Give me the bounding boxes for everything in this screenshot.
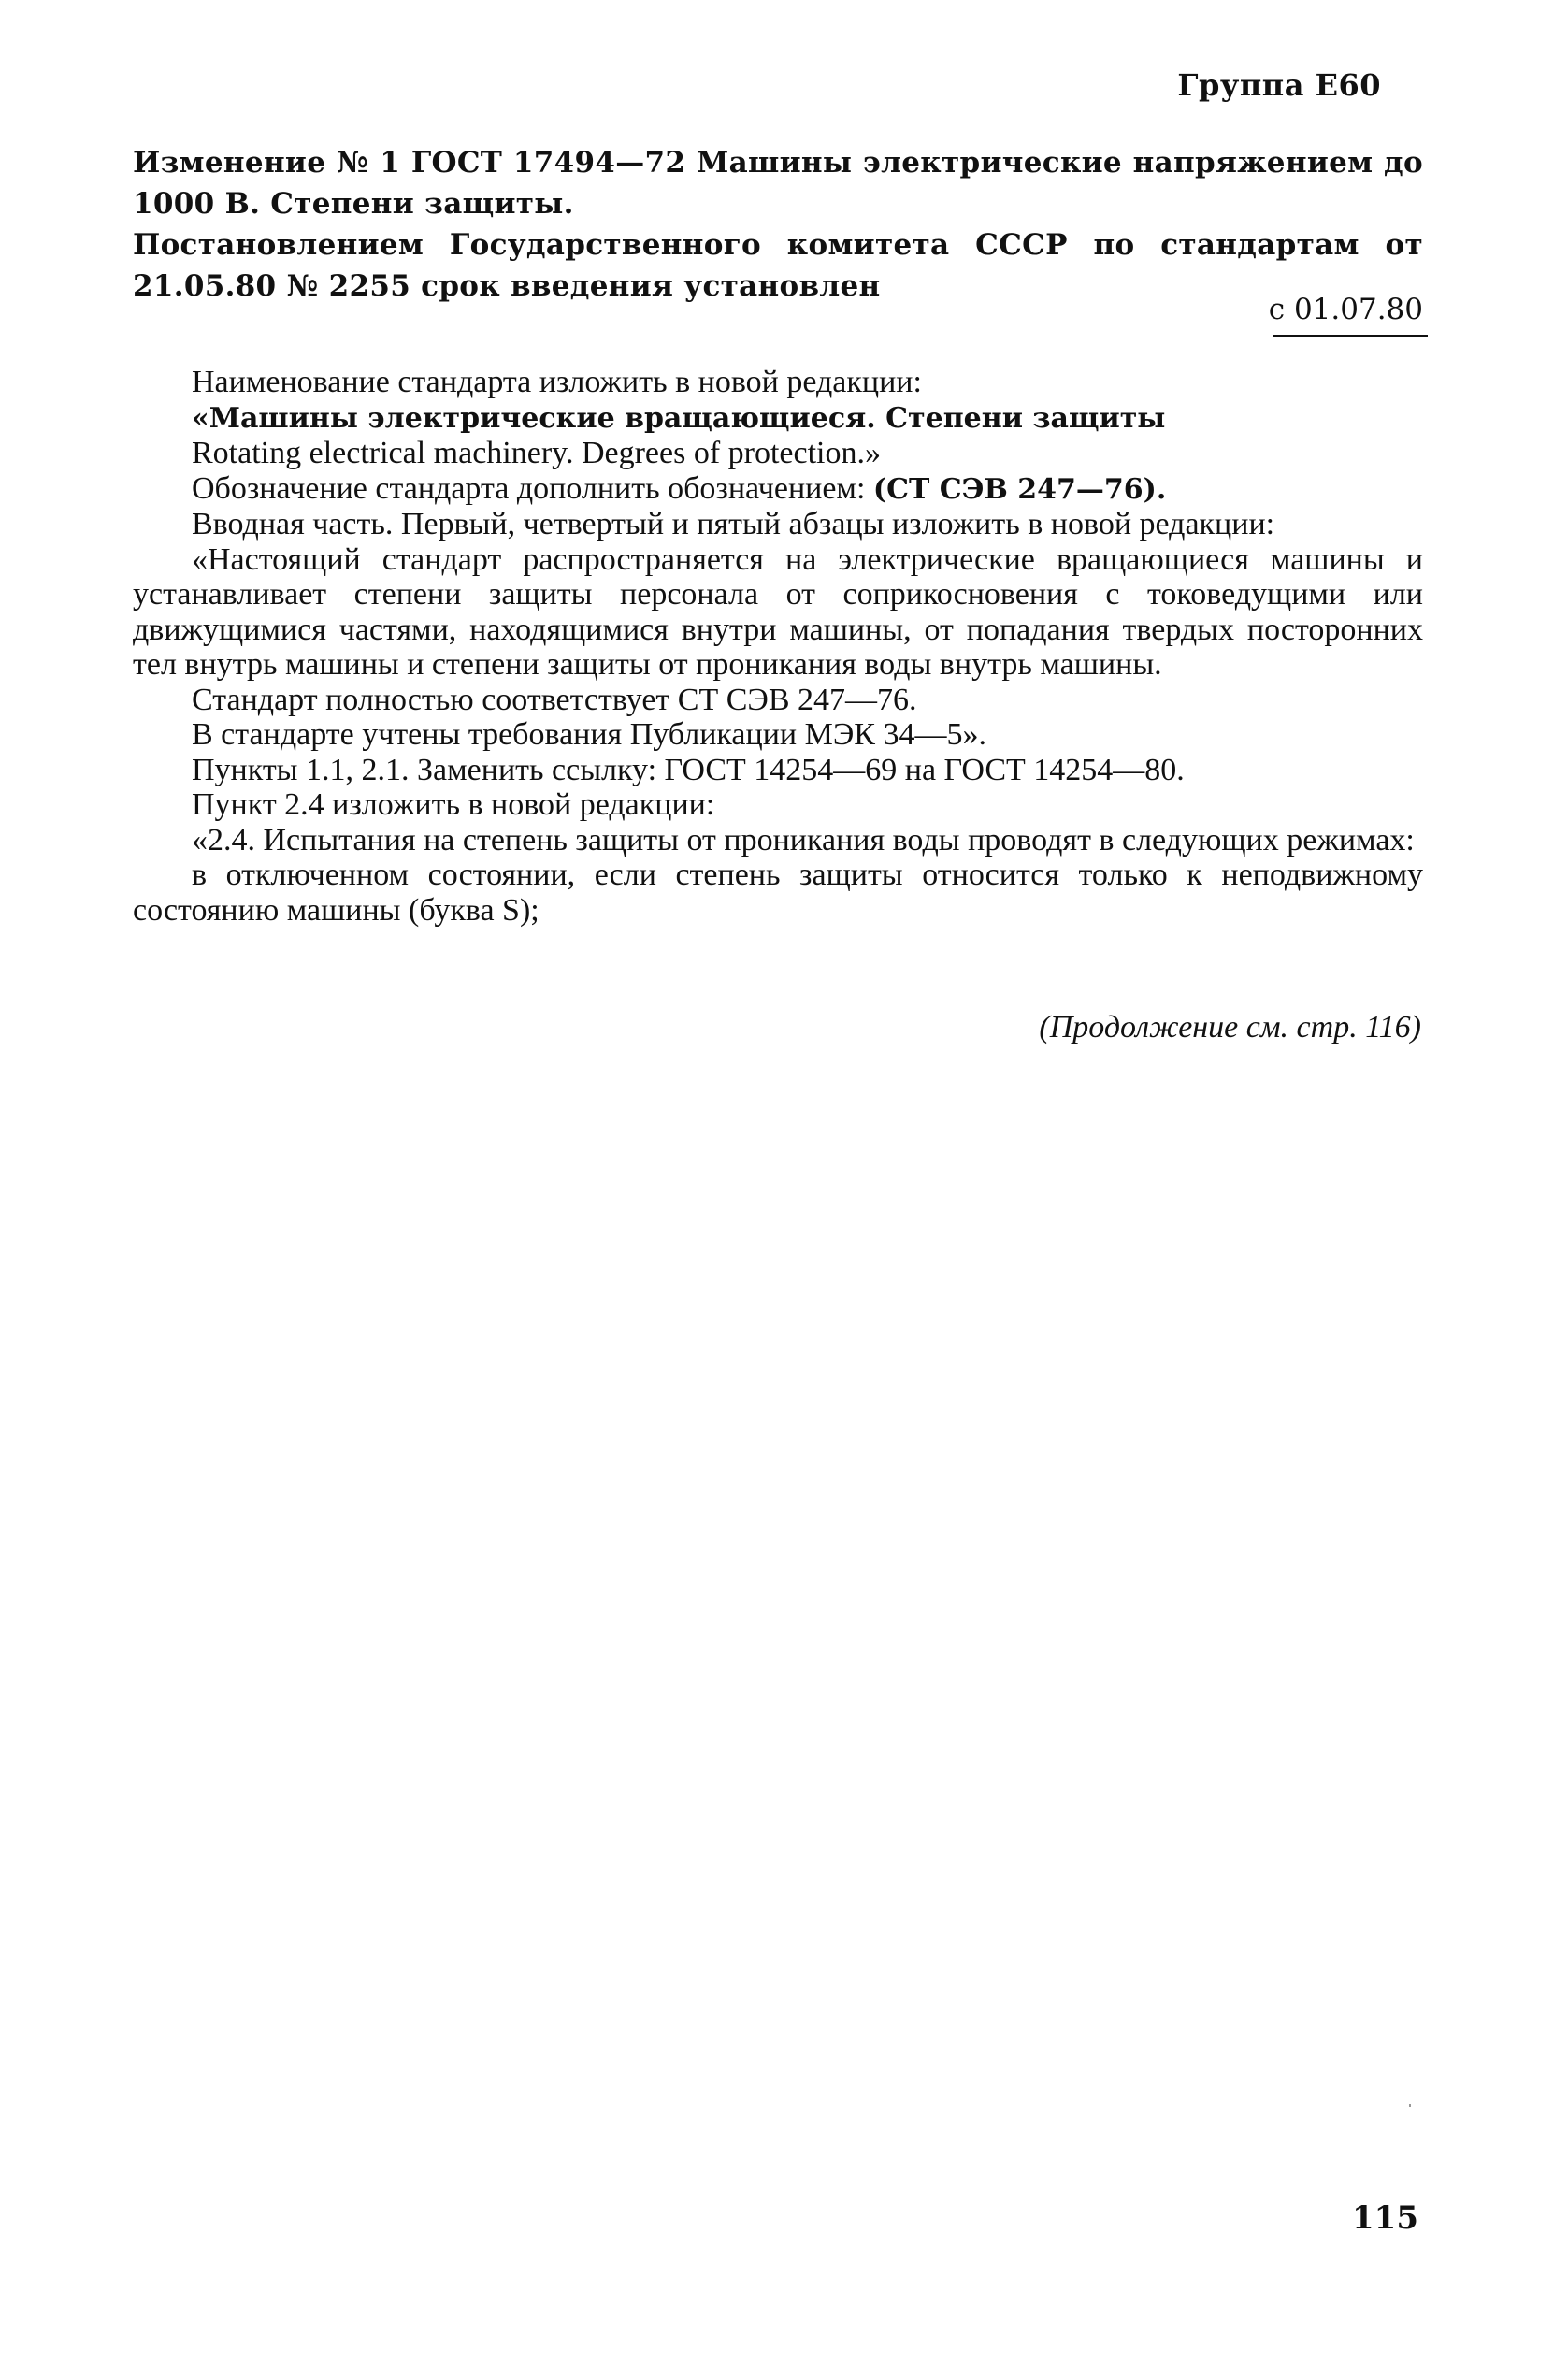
paragraph: Вводная часть. Первый, четвертый и пятый абзацы изложить в новой редакции: [192, 507, 1275, 541]
group-code: Группа Е60 [1177, 67, 1381, 103]
paragraph-standard-title [133, 400, 1423, 437]
designation-code: (СТ СЭВ 247—76). [872, 472, 1167, 506]
amendment-body [133, 365, 1423, 928]
resolution-text: Постановлением Государственного комитета СССР по стандартам от 21.05.80 № 2255 срок введения установлен [133, 228, 1423, 303]
amendment-title: Изменение № 1 ГОСТ 17494—72 Машины электрические напряжением до 1000 В. Степени защиты. [133, 146, 1423, 221]
paragraph: В стандарте учтены требования Публикации МЭК 34—5». [192, 717, 986, 752]
page-number: 115 [1352, 2199, 1418, 2237]
effective-date: с 01.07.80 [1268, 293, 1423, 326]
paragraph: Наименование стандарта изложить в новой редакции: [192, 365, 922, 399]
standard-title-en: Rotating electrical machinery. Degrees of protection.» [192, 436, 881, 470]
paragraph-clause-2-4: «2.4. Испытания на степень защиты от проникания воды проводят в следующих режимах: [192, 822, 1415, 858]
continued-note: (Продолжение см. стр. 116) [1039, 1010, 1421, 1045]
effective-date-underline [1273, 335, 1428, 337]
paragraph-designation [133, 471, 1423, 508]
paragraph: в отключенном состоянии, если степень защиты относится только к неподвижному состоянию машины (буква S); [133, 858, 1423, 928]
paragraph-scope: «Настоящий стандарт распространяется на электрические вращающиеся машины и устанавливает степени защиты персонала от соприкосновения с токоведущими или движущимися частями, находящимися внутри машины, от попадания твердых посторонних тел внутрь машины и степени защиты от проникания воды внутрь машины. [133, 541, 1423, 682]
designation-text: Обозначение стандарта дополнить обозначением: [192, 470, 873, 506]
paragraph: Пункты 1.1, 2.1. Заменить ссылку: ГОСТ 14254—69 на ГОСТ 14254—80. [192, 752, 1185, 787]
standard-title-ru: «Машины электрические вращающиеся. Степени защиты [192, 401, 1166, 435]
paragraph: Стандарт полностью соответствует СТ СЭВ 247—76. [192, 682, 917, 717]
scan-speck [1409, 2104, 1411, 2107]
paragraph: Пункт 2.4 изложить в новой редакции: [192, 787, 715, 822]
